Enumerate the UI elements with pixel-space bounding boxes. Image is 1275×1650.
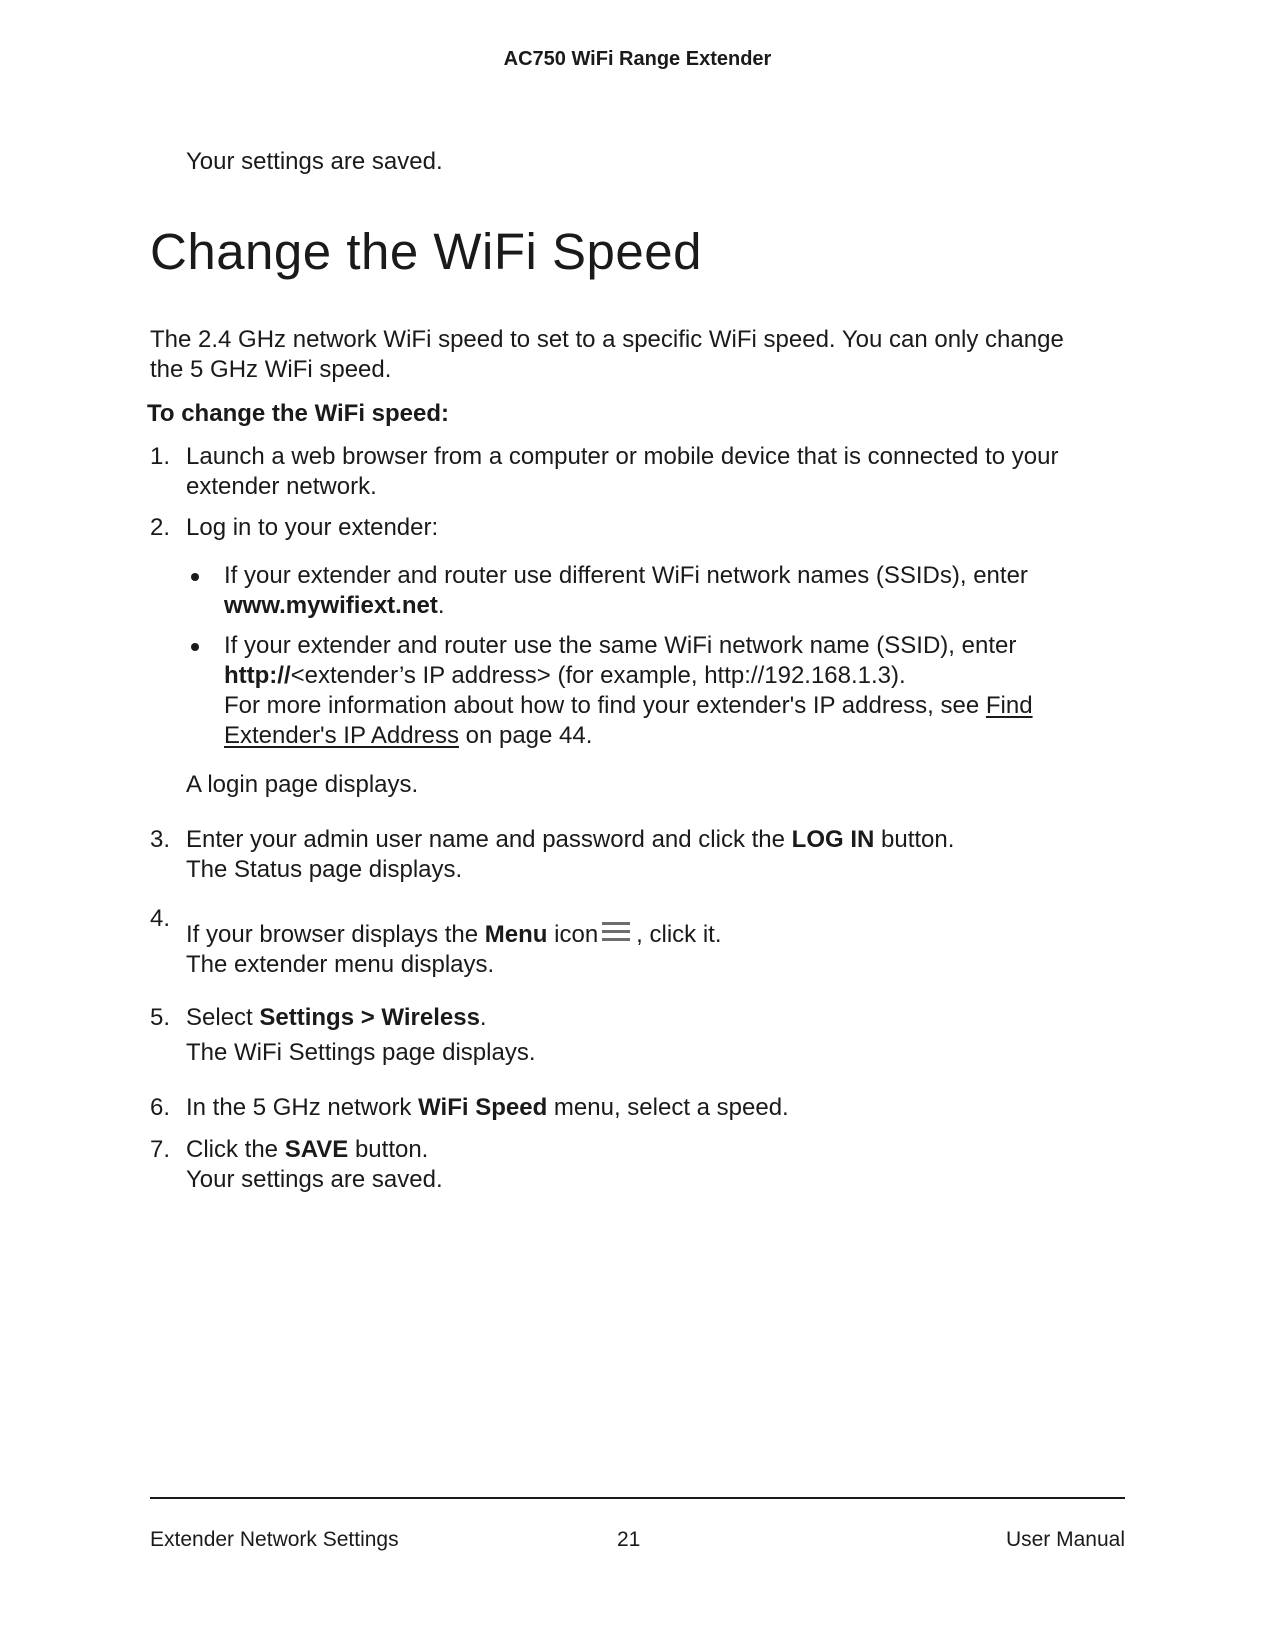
step-7-number: 7. [150,1136,171,1163]
footer-chapter: Extender Network Settings [150,1528,399,1551]
save-button-label: SAVE [284,1136,349,1163]
step-3-line1: Enter your admin user name and password and click the LOG IN button. [186,826,955,853]
step-2-result: A login page displays. [186,771,419,798]
login-button-label: LOG IN [791,826,875,853]
mywifiext-url: www.mywifiext.net [224,592,438,619]
step-1-line1: Launch a web browser from a computer or mobile device that is connected to your [186,443,1059,470]
step-4-line1: If your browser displays the Menu icon , click it. [186,921,722,948]
bullet-1-line2: www.mywifiext.net. [224,592,445,619]
section-title: Change the WiFi Speed [150,223,702,280]
step-3-number: 3. [150,826,171,853]
intro-saved-text: Your settings are saved. [186,148,443,175]
footer-divider [150,1497,1125,1499]
bullet-2-line3: For more information about how to find your extender's IP address, see Find [224,692,1033,719]
step-3-result: The Status page displays. [186,856,463,883]
step-4-number: 4. [150,905,171,932]
wifi-speed-menu-label: WiFi Speed [418,1094,548,1121]
section-paragraph-line2: the 5 GHz WiFi speed. [150,356,392,383]
step-7-line1: Click the SAVE button. [186,1136,429,1163]
hamburger-menu-icon [602,922,632,944]
step-2-line1: Log in to your extender: [186,514,439,541]
bullet-dot [191,643,199,651]
section-paragraph-line1: The 2.4 GHz network WiFi speed to set to a specific WiFi speed. You can only change [150,326,1064,353]
step-6-number: 6. [150,1094,171,1121]
find-ip-address-link[interactable]: Find [985,692,1033,719]
bullet-2-line1: If your extender and router use the same WiFi network name (SSID), enter [224,632,1017,659]
step-5-number: 5. [150,1004,171,1031]
step-5-result: The WiFi Settings page displays. [186,1039,536,1066]
bullet-dot [191,573,199,581]
step-1-line2: extender network. [186,473,377,500]
running-header: AC750 WiFi Range Extender [503,48,772,70]
step-2-number: 2. [150,514,171,541]
settings-wireless-path: Settings > Wireless [259,1004,480,1031]
menu-label: Menu [484,921,548,948]
find-ip-address-link-cont[interactable]: Extender's IP Address [224,722,459,749]
procedure-heading: To change the WiFi speed: [147,400,450,427]
http-prefix: http:// [224,662,291,689]
step-7-result: Your settings are saved. [186,1166,443,1193]
bullet-1-line1: If your extender and router use different WiFi network names (SSIDs), enter [224,562,1028,589]
step-1-number: 1. [150,443,171,470]
bullet-2-line4: Extender's IP Address on page 44. [224,722,593,749]
step-5-line1: Select Settings > Wireless. [186,1004,487,1031]
step-4-result: The extender menu displays. [186,951,495,978]
footer-page-number: 21 [617,1528,641,1551]
bullet-2-line2: http://<extender’s IP address> (for example, http://192.168.1.3). [224,662,906,689]
footer-doc-type: User Manual [1005,1528,1125,1551]
step-6-line1: In the 5 GHz network WiFi Speed menu, select a speed. [186,1094,789,1121]
